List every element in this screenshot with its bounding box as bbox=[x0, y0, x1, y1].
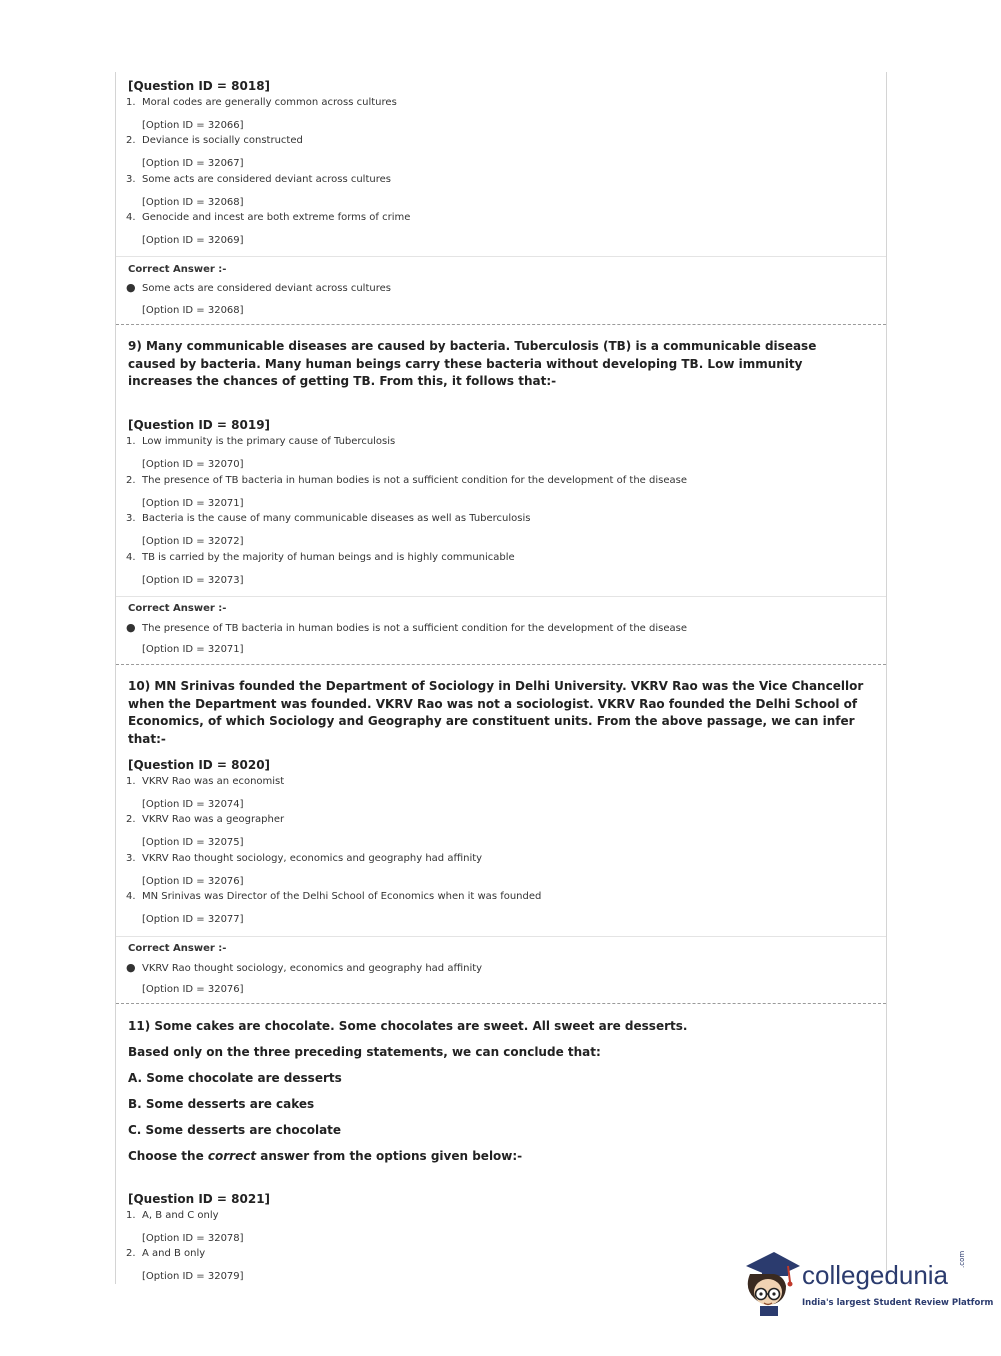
option-number: 1. bbox=[126, 1210, 136, 1221]
option-text: VKRV Rao was a geographer bbox=[142, 814, 285, 825]
question-id: [Question ID = 8019] bbox=[128, 418, 271, 432]
question-separator bbox=[116, 324, 886, 325]
option-id: [Option ID = 32079] bbox=[142, 1271, 244, 1282]
option-id: [Option ID = 32066] bbox=[142, 120, 244, 131]
divider bbox=[116, 596, 886, 597]
option-text: VKRV Rao thought sociology, economics and geography had affinity bbox=[142, 853, 483, 864]
option-number: 2. bbox=[126, 135, 136, 146]
collegedunia-logo[interactable] bbox=[740, 1248, 994, 1320]
option-number: 2. bbox=[126, 475, 136, 486]
option-item bbox=[126, 814, 284, 825]
option-id: [Option ID = 32073] bbox=[142, 575, 244, 586]
option-number: 3. bbox=[126, 853, 136, 864]
option-id: [Option ID = 32072] bbox=[142, 536, 244, 547]
question-statement: C. Some desserts are chocolate bbox=[128, 1123, 342, 1137]
option-number: 4. bbox=[126, 212, 136, 223]
instruction-emphasis: correct bbox=[207, 1149, 257, 1163]
correct-answer-label: Correct Answer :- bbox=[128, 264, 227, 275]
question-statement: A. Some chocolate are desserts bbox=[128, 1071, 342, 1085]
option-text: The presence of TB bacteria in human bodies is not a sufficient condition for the development of the disease bbox=[142, 475, 687, 486]
option-number: 3. bbox=[126, 174, 136, 185]
option-text: A and B only bbox=[142, 1248, 206, 1259]
bullet-icon: ● bbox=[126, 621, 136, 634]
question-statement: Based only on the three preceding statements, we can conclude that: bbox=[128, 1045, 601, 1059]
option-number: 3. bbox=[126, 513, 136, 524]
option-text: Some acts are considered deviant across cultures bbox=[142, 174, 391, 185]
divider bbox=[116, 936, 886, 937]
option-id: [Option ID = 32071] bbox=[142, 498, 244, 509]
option-text: MN Srinivas was Director of the Delhi School of Economics when it was founded bbox=[142, 891, 542, 902]
option-item bbox=[126, 174, 391, 185]
correct-answer-text: VKRV Rao thought sociology, economics and geography had affinity bbox=[142, 963, 483, 974]
option-item bbox=[126, 212, 410, 223]
question-separator bbox=[116, 664, 886, 665]
option-id: [Option ID = 32070] bbox=[142, 459, 244, 470]
option-text: Deviance is socially constructed bbox=[142, 135, 303, 146]
correct-answer-label: Correct Answer :- bbox=[128, 943, 227, 954]
option-id: [Option ID = 32067] bbox=[142, 158, 244, 169]
document-frame bbox=[115, 72, 887, 1284]
mascot-icon bbox=[740, 1248, 804, 1320]
option-item bbox=[126, 776, 284, 787]
option-item bbox=[126, 1210, 219, 1221]
option-item bbox=[126, 475, 687, 486]
option-item bbox=[126, 135, 303, 146]
option-number: 1. bbox=[126, 436, 136, 447]
logo-dotcom: .com bbox=[958, 1250, 966, 1268]
bullet-icon: ● bbox=[126, 961, 136, 974]
option-text: A, B and C only bbox=[142, 1210, 219, 1221]
option-item bbox=[126, 1248, 205, 1259]
option-id: [Option ID = 32069] bbox=[142, 235, 244, 246]
option-number: 1. bbox=[126, 776, 136, 787]
option-number: 1. bbox=[126, 97, 136, 108]
correct-answer-text: The presence of TB bacteria in human bodies is not a sufficient condition for the development of the disease bbox=[142, 623, 687, 634]
question-text: 11) Some cakes are chocolate. Some chocolates are sweet. All sweet are desserts. bbox=[128, 1019, 688, 1033]
question-separator bbox=[116, 1003, 886, 1004]
correct-answer-text: Some acts are considered deviant across cultures bbox=[142, 283, 391, 294]
option-id: [Option ID = 32068] bbox=[142, 197, 244, 208]
option-number: 2. bbox=[126, 814, 136, 825]
option-number: 4. bbox=[126, 891, 136, 902]
bullet-icon: ● bbox=[126, 281, 136, 294]
option-text: Moral codes are generally common across cultures bbox=[142, 97, 397, 108]
option-text: Low immunity is the primary cause of Tuberculosis bbox=[142, 436, 396, 447]
correct-answer bbox=[126, 961, 482, 974]
option-number: 2. bbox=[126, 1248, 136, 1259]
question-id: [Question ID = 8018] bbox=[128, 79, 271, 93]
option-item bbox=[126, 513, 531, 524]
divider bbox=[116, 256, 886, 257]
option-text: TB is carried by the majority of human beings and is highly communicable bbox=[142, 552, 515, 563]
option-id: [Option ID = 32077] bbox=[142, 914, 244, 925]
question-text: 9) Many communicable diseases are caused by bacteria. Tuberculosis (TB) is a communicable disease caused by bacteria. Many human beings carry these bacteria without developing TB. Low immunity increases the chances of getting TB. From this, it follows that:- bbox=[128, 339, 817, 388]
option-id: [Option ID = 32074] bbox=[142, 799, 244, 810]
correct-option-id: [Option ID = 32076] bbox=[142, 984, 244, 995]
question-id: [Question ID = 8020] bbox=[128, 758, 271, 772]
option-item bbox=[126, 552, 515, 563]
instruction-suffix: answer from the options given below:- bbox=[256, 1149, 523, 1163]
correct-answer bbox=[126, 281, 391, 294]
option-text: VKRV Rao was an economist bbox=[142, 776, 285, 787]
correct-answer bbox=[126, 621, 687, 634]
option-item bbox=[126, 891, 541, 902]
logo-tagline: India's largest Student Review Platform bbox=[802, 1298, 994, 1308]
option-item bbox=[126, 436, 395, 447]
option-item bbox=[126, 853, 482, 864]
option-text: Bacteria is the cause of many communicable diseases as well as Tuberculosis bbox=[142, 513, 531, 524]
correct-option-id: [Option ID = 32068] bbox=[142, 305, 244, 316]
option-id: [Option ID = 32076] bbox=[142, 876, 244, 887]
correct-answer-label: Correct Answer :- bbox=[128, 603, 227, 614]
option-number: 4. bbox=[126, 552, 136, 563]
correct-option-id: [Option ID = 32071] bbox=[142, 644, 244, 655]
logo-wordmark: collegedunia bbox=[802, 1260, 949, 1290]
option-text: Genocide and incest are both extreme forms of crime bbox=[142, 212, 411, 223]
option-id: [Option ID = 32075] bbox=[142, 837, 244, 848]
question-text: 10) MN Srinivas founded the Department of Sociology in Delhi University. VKRV Rao was the Vice Chancellor when the Department was founded. VKRV Rao was not a sociologist. VKRV Rao founded the Delhi School of Economics, of which Sociology and Geography are constituent units. From the above passage, we can infer that:- bbox=[128, 679, 864, 746]
instruction-prefix: Choose the bbox=[128, 1149, 208, 1163]
question-statement: B. Some desserts are cakes bbox=[128, 1097, 315, 1111]
question-id: [Question ID = 8021] bbox=[128, 1192, 271, 1206]
option-item bbox=[126, 97, 397, 108]
option-id: [Option ID = 32078] bbox=[142, 1233, 244, 1244]
question-instruction bbox=[128, 1149, 522, 1163]
